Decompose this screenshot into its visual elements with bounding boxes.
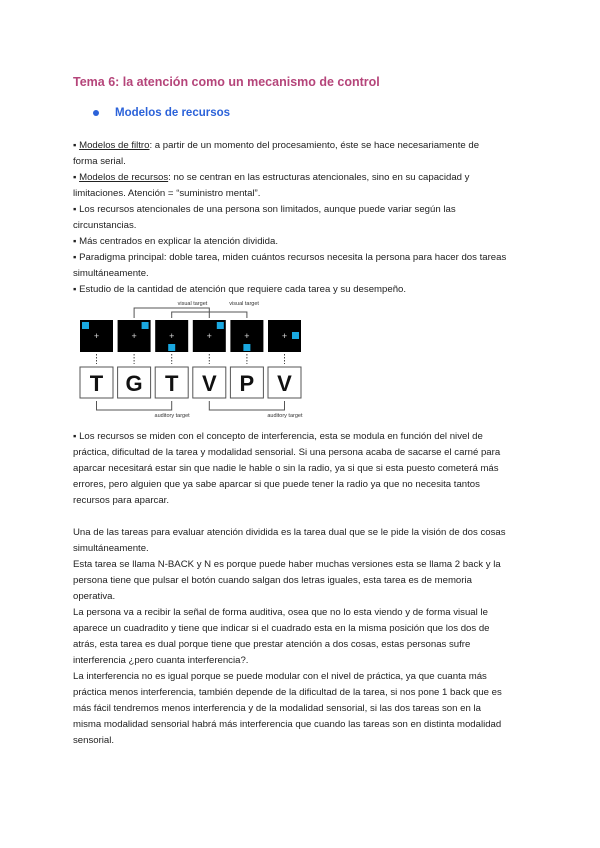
paragraph-line: Esta tarea se llama N-BACK y N es porque puede haber muchas versiones esta se llama 2 back y la: [73, 559, 501, 570]
bullet-marker-icon: ▪: [73, 252, 80, 263]
auditory-target-label: auditory target: [267, 413, 303, 419]
bullet-term: Modelos de filtro: [79, 140, 150, 151]
auditory-bracket-2: [209, 401, 284, 410]
bullet-line: [73, 186, 506, 202]
paragraph-line: aparece un cuadradito y tiene que indicar si el cuadrado esta en la misma posición que los dos de: [73, 623, 490, 634]
bullet-text: Estudio de la cantidad de atención que requiere cada tarea y su desempeño.: [79, 284, 407, 295]
bullet-text: errores, pero alguien que ya sabe aparcar si que puede tener la radio ya que no necesita tantos: [73, 479, 480, 490]
letter: V: [201, 371, 217, 396]
auditory-target-label: auditory target: [154, 413, 190, 419]
bullet-list: [73, 138, 506, 298]
bullet-line: [73, 266, 506, 282]
bullet-line: [73, 202, 506, 218]
paragraph-line: operativa.: [73, 591, 116, 602]
bullet-marker-icon: ▪: [73, 172, 80, 183]
bullet-text: : a partir de un momento del procesamiento, éste se hace necesariamente de: [149, 140, 480, 151]
paragraph-line: La persona va a recibir la señal de forma auditiva, osea que no lo esta viendo y de forma visual le: [73, 607, 488, 618]
bullet-marker-icon: ▪: [73, 284, 80, 295]
bullet-line: [73, 170, 506, 186]
bullet-dot-icon: [93, 110, 99, 116]
auditory-bracket-1: [97, 401, 172, 410]
paragraph-line: Una de las tareas para evaluar atención dividida es la tarea dual que se le pide la visión de dos cosas: [73, 527, 506, 538]
fixation-cross: +: [169, 331, 175, 341]
visual-target-label: visual target: [177, 301, 208, 307]
bullet-line: [73, 445, 500, 461]
bullet-text: Los recursos se miden con el concepto de interferencia, esta se modula en función del nivel de: [79, 431, 483, 442]
letter: P: [239, 371, 255, 396]
letter: V: [277, 371, 292, 396]
bullet-marker-icon: ▪: [73, 236, 80, 247]
bullet-term: Modelos de recursos: [79, 172, 169, 183]
section-heading-text: Modelos de recursos: [115, 107, 231, 119]
bullet-text: simultáneamente.: [73, 268, 149, 279]
letter: G: [125, 371, 143, 396]
paragraph-line: persona tiene que pulsar el botón cuando salgan dos letras iguales, esta tarea es de memoria: [73, 575, 472, 586]
letter: T: [164, 371, 179, 396]
paragraph-line: atrás, esta tarea es dual porque tiene que prestar atención a dos cosas, estas personas sufre: [73, 639, 471, 650]
bullet-line: [73, 250, 506, 266]
section-heading: [93, 107, 230, 119]
bullet-text: : no se centran en las estructuras atencionales, sino en su capacidad y: [168, 172, 470, 183]
bullet-text: Paradigma principal: doble tarea, miden cuántos recursos necesita la persona para hacer dos tareas: [79, 252, 507, 263]
bullet-line: [73, 234, 506, 250]
visual-square: [217, 322, 224, 329]
paragraph-line: La interferencia no es igual porque se puede modular con el nivel de práctica, ya que cuanta más: [73, 671, 487, 682]
visual-square: [243, 344, 250, 351]
bullet-marker-icon: ▪: [73, 431, 80, 442]
paragraph-line: práctica menos interferencia, también depende de la dificultad de la tarea, si nos pone 1 back que es: [73, 687, 502, 698]
bullet-text: aparcar necesitará estar sin que nadie le hable o sin la radio, ya si que si esta puesto cometerá más: [73, 463, 499, 474]
dual-task-paragraph: [73, 525, 506, 749]
bullet-text: recursos para aparcar.: [73, 495, 169, 506]
bullet-line: [73, 154, 506, 170]
interference-bullet: [73, 429, 500, 509]
paragraph-line: sensorial.: [73, 735, 115, 746]
paragraph-line: más fácil tendremos menos interferencia y de la modalidad sensorial, si las dos tareas son en la: [73, 703, 481, 714]
visual-square: [82, 322, 89, 329]
bullet-line: [73, 138, 506, 154]
fixation-cross: +: [93, 331, 100, 341]
letter: T: [89, 371, 104, 396]
bullet-text: circunstancias.: [73, 220, 137, 231]
fixation-cross: +: [131, 331, 137, 341]
bullet-text: práctica, dificultad de la tarea y modalidad sensorial. Si una persona acaba de sacarse el carné para: [73, 447, 501, 458]
bullet-marker-icon: ▪: [73, 204, 80, 215]
bullet-line: [73, 461, 500, 477]
bullet-text: forma serial.: [73, 156, 126, 167]
bullet-line: [73, 429, 500, 445]
visual-square: [142, 322, 149, 329]
fixation-cross: +: [206, 331, 212, 341]
visual-square: [168, 344, 175, 351]
paragraph-line: misma modalidad sensorial habrá más interferencia que cuando las tareas son en distinta modalidad: [73, 719, 502, 730]
page-title: Tema 6: la atención como un mecanismo de control: [73, 75, 380, 89]
bullet-text: Los recursos atencionales de una persona son limitados, aunque puede variar según las: [79, 204, 456, 215]
bullet-text: limitaciones. Atención = “suministro mental”.: [73, 188, 261, 199]
paragraph-line: simultáneamente.: [73, 543, 149, 554]
fixation-cross: +: [244, 331, 250, 341]
visual-square: [292, 332, 299, 339]
n-back-figure: [75, 293, 315, 423]
bullet-marker-icon: ▪: [73, 140, 80, 151]
bullet-line: [73, 477, 500, 493]
bullet-line: [73, 493, 500, 509]
bullet-text: Más centrados en explicar la atención dividida.: [79, 236, 278, 247]
paragraph-line: interferencia ¿pero cuanta interferencia?.: [73, 655, 249, 666]
bullet-line: [73, 218, 506, 234]
visual-target-label: visual target: [229, 301, 259, 307]
fixation-cross: +: [281, 331, 288, 341]
